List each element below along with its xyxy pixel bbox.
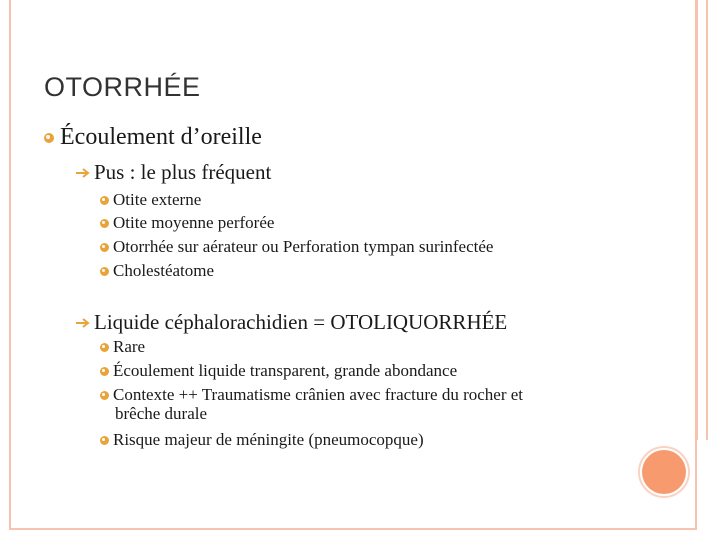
lcr-item [100, 361, 457, 381]
lcr-item-continuation: brêche durale [115, 404, 208, 423]
pus-item-text: Cholestéatome [113, 261, 215, 280]
circle-bullet-icon [100, 219, 109, 228]
lcr-item-text: Contexte ++ Traumatisme crânien avec fracture du rocher et [113, 385, 524, 404]
lcr-item-text: Écoulement liquide transparent, grande abondance [113, 361, 458, 380]
pus-item-text: Otite externe [113, 190, 202, 209]
bullet-level1 [44, 124, 262, 151]
lcr-item [100, 385, 523, 405]
orb-decoration [642, 450, 686, 494]
bullet-lcr [76, 310, 507, 335]
lcr-item [100, 430, 424, 450]
circle-bullet-icon [44, 133, 54, 143]
circle-bullet-icon [100, 436, 109, 445]
circle-bullet-icon [100, 243, 109, 252]
pus-item [100, 237, 493, 257]
bullet-level1-text: Écoulement d’oreille [60, 124, 262, 150]
arrow-bullet-icon [76, 318, 90, 328]
bullet-pus-text: Pus : le plus fréquent [94, 160, 272, 184]
bullet-pus [76, 160, 271, 185]
circle-bullet-icon [100, 367, 109, 376]
pus-item [100, 190, 201, 210]
circle-bullet-icon [100, 267, 109, 276]
pus-item [100, 213, 274, 233]
side-decoration-strip [696, 0, 708, 440]
circle-bullet-icon [100, 391, 109, 400]
lcr-item-text: Risque majeur de méningite (pneumocopque) [113, 430, 424, 449]
bullet-lcr-text: Liquide céphalorachidien = OTOLIQUORRHÉE [94, 310, 508, 334]
circle-bullet-icon [100, 196, 109, 205]
circle-bullet-icon [100, 343, 109, 352]
lcr-item-text: Rare [113, 337, 146, 356]
pus-item-text: Otite moyenne perforée [113, 213, 275, 232]
lcr-item [100, 337, 145, 357]
arrow-bullet-icon [76, 168, 90, 178]
pus-item [100, 261, 214, 281]
pus-item-text: Otorrhée sur aérateur ou Perforation tympan surinfectée [113, 237, 494, 256]
slide-title: OTORRHÉE [44, 72, 201, 102]
